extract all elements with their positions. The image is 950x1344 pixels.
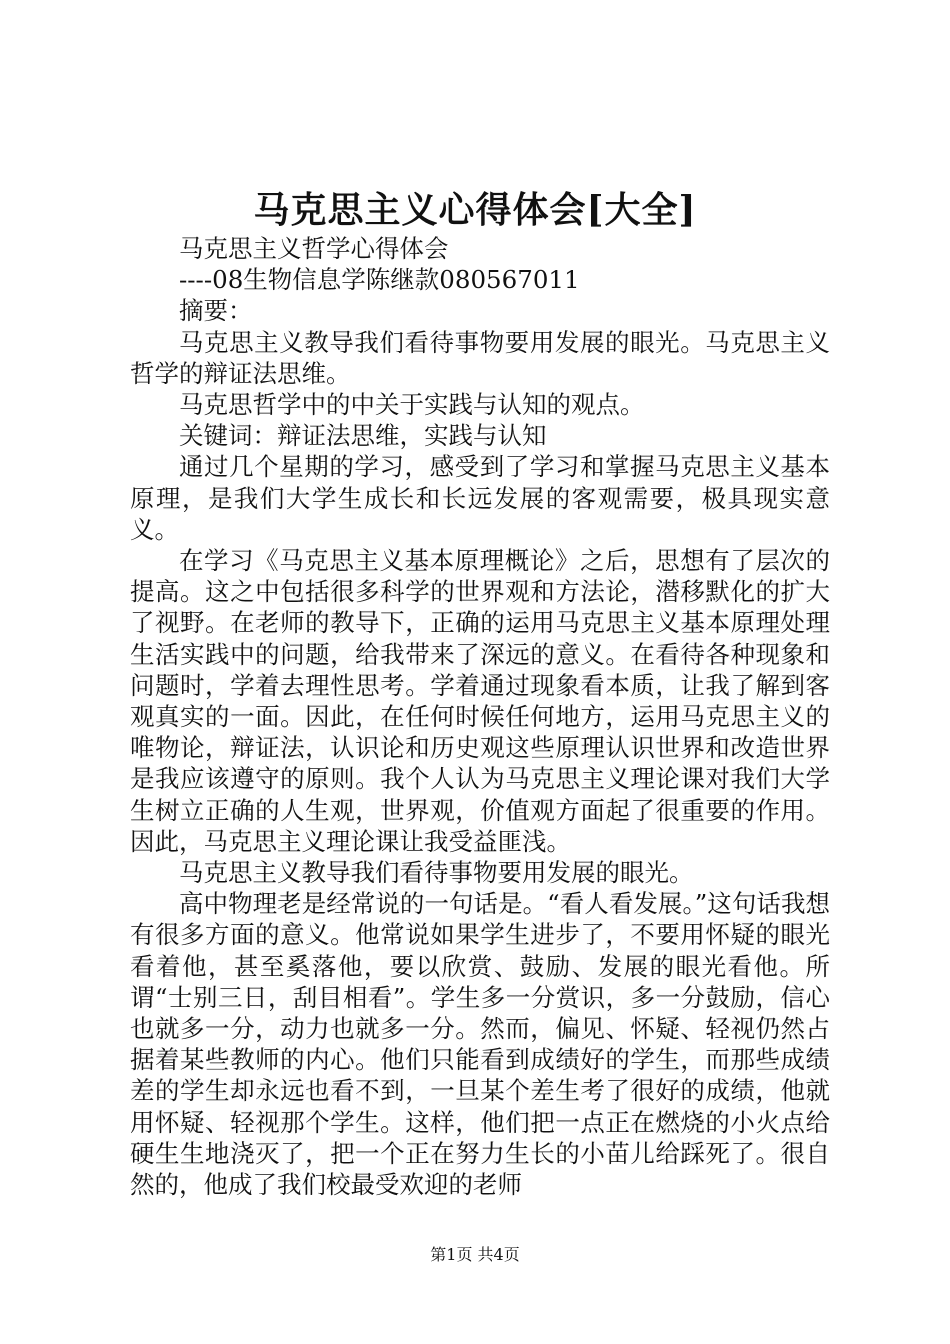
paragraph-body-4: 高中物理老是经常说的一句话是。“看人看发展。”这句话我想有很多方面的意义。他常说如果学生进步了，不要用怀疑的眼光看着他，甚至奚落他，要以欣赏、鼓励、发展的眼光看他。所谓“士别三日，刮目相看”。学生多一分赏识，多一分鼓励，信心也就多一分，动力也就多一分。然而，偏见、怀疑、轻视仍然占据着某些教师的内心。他们只能看到成绩好的学生，而那些成绩差的学生却永远也看不到，一旦某个差生考了很好的成绩，他就用怀疑、轻视那个学生。这样，他们把一点正在燃烧的小火点给硬生生地浇灭了，把一个正在努力生长的小苗儿给踩死了。很自然的，他成了我们校最受欢迎的老师 <box>130 889 830 1200</box>
paragraph-body-1: 通过几个星期的学习，感受到了学习和掌握马克思主义基本原理，是我们大学生成长和长远发展的客观需要，极具现实意义。 <box>130 452 830 544</box>
page-footer: 第1页 共4页 <box>430 1245 520 1264</box>
paragraph-abstract-1: 马克思主义教导我们看待事物要用发展的眼光。马克思主义哲学的辩证法思维。 <box>130 327 830 388</box>
paragraph-author: ----08生物信息学陈继款080567011 <box>179 265 580 295</box>
document-title: 马克思主义心得体会[大全] <box>253 189 697 231</box>
document-body <box>130 233 830 1200</box>
paragraph-body-3: 马克思主义教导我们看待事物要用发展的眼光。 <box>179 858 694 888</box>
paragraph-abstract-2: 马克思哲学中的中关于实践与认知的观点。 <box>179 390 645 420</box>
paragraph-subtitle: 马克思主义哲学心得体会 <box>179 234 449 263</box>
paragraph-abstract-heading: 摘要： <box>179 296 253 326</box>
paragraph-keywords: 关键词：辩证法思维，实践与认知 <box>179 421 547 451</box>
paragraph-body-2: 在学习《马克思主义基本原理概论》之后，思想有了层次的提高。这之中包括很多科学的世界观和方法论，潜移默化的扩大了视野。在老师的教导下，正确的运用马克思主义基本原理处理生活实践中的问题，给我带来了深远的意义。在看待各种现象和问题时，学着去理性思考。学着通过现象看本质，让我了解到客观真实的一面。因此，在任何时候任何地方，运用马克思主义的唯物论，辩证法，认识论和历史观这些原理认识世界和改造世界是我应该遵守的原则。我个人认为马克思主义理论课对我们大学生树立正确的人生观，世界观，价值观方面起了很重要的作用。因此，马克思主义理论课让我受益匪浅。 <box>130 546 830 856</box>
